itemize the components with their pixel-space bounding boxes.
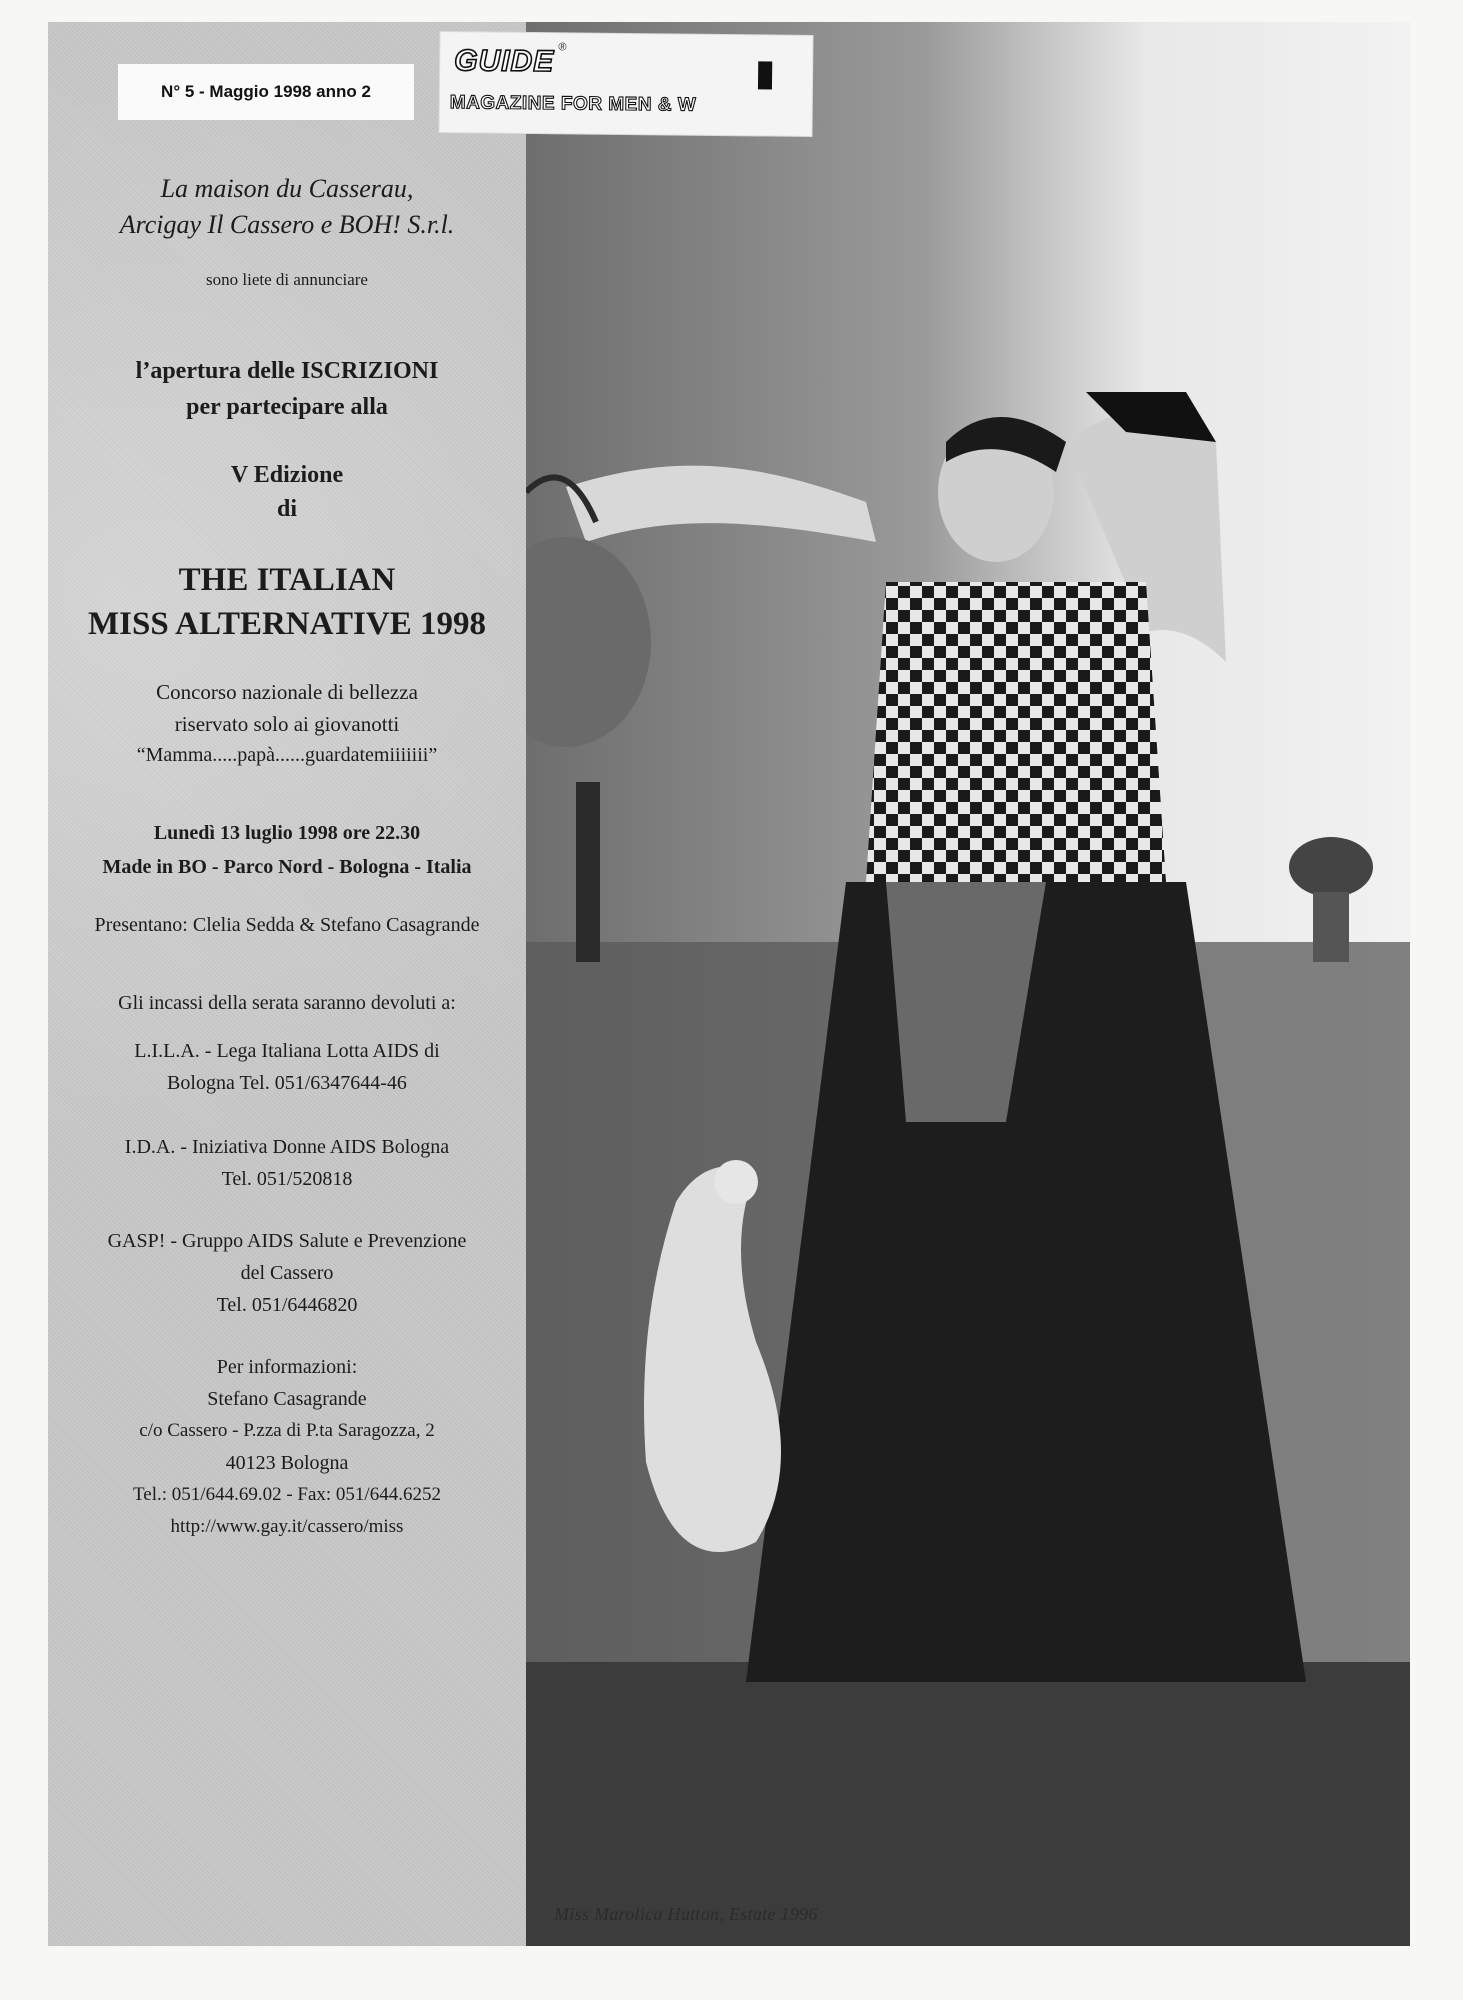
edition-line-2: di xyxy=(276,496,297,522)
vase xyxy=(1289,837,1373,897)
ida-line-2: Tel. 051/520818 xyxy=(221,1168,353,1190)
gasp-line-3: Tel. 051/6446820 xyxy=(216,1294,358,1316)
checkered-bodice xyxy=(866,582,1166,882)
ida-line-1: I.D.A. - Iniziativa Donne AIDS Bologna xyxy=(124,1136,450,1158)
vase-stand xyxy=(1313,892,1349,962)
info-line-3: c/o Cassero - P.zza di P.ta Saragozza, 2 xyxy=(139,1420,435,1441)
swan-head xyxy=(714,1160,758,1204)
info-line-2: Stefano Casagrande xyxy=(207,1388,367,1410)
edition-line-1: V Edizione xyxy=(230,462,344,488)
label-mark xyxy=(758,61,772,89)
guide-magazine-label xyxy=(439,32,812,136)
event-venue: Made in BO - Parco Nord - Bologna - Italia xyxy=(102,856,472,878)
description-line-3: “Mamma.....papà......guardatemiiiiiii” xyxy=(136,744,438,766)
flyer-page xyxy=(48,22,1410,1946)
opening-line-2: per partecipare alla xyxy=(186,394,388,420)
gasp-line-2: del Cassero xyxy=(240,1262,334,1284)
presenters: Presentano: Clelia Sedda & Stefano Casagrande xyxy=(94,914,480,936)
description-line-1: Concorso nazionale di bellezza xyxy=(156,680,418,704)
announcement-column xyxy=(48,22,526,1946)
photo-caption: Miss Marolica Hutton, Estate 1996 xyxy=(554,1904,818,1924)
bottle xyxy=(576,782,600,962)
description-line-2: riservato solo ai giovanotti xyxy=(174,712,400,736)
info-line-1: Per informazioni: xyxy=(216,1356,358,1378)
gasp-line-1: GASP! - Gruppo AIDS Salute e Prevenzione xyxy=(107,1230,467,1252)
info-line-4: 40123 Bologna xyxy=(225,1452,349,1474)
announce-line: sono liete di annunciare xyxy=(206,270,368,289)
performer-photo xyxy=(526,22,1410,1946)
event-date: Lunedì 13 luglio 1998 ore 22.30 xyxy=(153,822,421,844)
organizers-line-1: La maison du Casserau, xyxy=(160,174,414,203)
info-line-5: Tel.: 051/644.69.02 - Fax: 051/644.6252 xyxy=(133,1484,441,1505)
event-title-1: THE ITALIAN xyxy=(178,562,396,598)
proceeds-heading: Gli incassi della serata saranno devoluti a: xyxy=(118,992,456,1014)
issue-label: N° 5 - Maggio 1998 anno 2 xyxy=(118,64,414,120)
guide-tagline: MAGAZINE FOR MEN & W xyxy=(449,92,697,116)
lila-line-1: L.I.L.A. - Lega Italiana Lotta AIDS di xyxy=(134,1040,440,1062)
info-line-6: http://www.gay.it/cassero/miss xyxy=(170,1516,404,1537)
lila-line-2: Bologna Tel. 051/6347644-46 xyxy=(167,1072,407,1094)
event-title-2: MISS ALTERNATIVE 1998 xyxy=(88,606,486,642)
guide-logo: GUIDE xyxy=(454,44,555,79)
photo-illustration xyxy=(526,22,1410,1946)
registered-mark: ® xyxy=(558,41,567,54)
organizers-line-2: Arcigay Il Cassero e BOH! S.r.l. xyxy=(119,210,455,239)
opening-line-1: l’apertura delle ISCRIZIONI xyxy=(135,358,439,384)
